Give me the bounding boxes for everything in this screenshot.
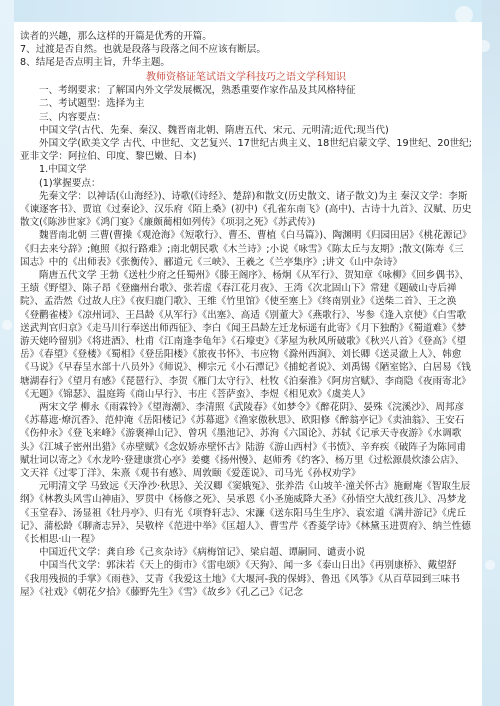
paragraph: 中国文学(古代、先秦、秦汉、魏晋南北朝、隋唐五代、宋元、元明清;近代;现当代) [39,124,389,136]
header-block [20,30,472,70]
paragraph: 三、内容要点： [39,111,107,123]
body-block [20,84,472,599]
section-title: 教师资格证笔试语文学科技巧之语文学科知识 [146,71,346,83]
decor-bubble [2,320,12,330]
frame-left-border [0,0,14,706]
paragraph: 1.中国文学 [39,164,87,176]
text-line: 8、结尾是否点明主旨，升华主题。 [20,57,171,69]
document-content [20,30,472,599]
paragraph: 中国近代文学：龚自珍《己亥杂诗》《病梅馆记》、梁启超、谭嗣同、谴责小说 [39,547,366,559]
paragraph: 二、考试题型：选择为主 [39,98,145,110]
paragraph: 两宋文学 柳永《雨霖铃》《望海潮》、李清照《武陵春》《如梦令》《醉花阴》、晏殊《浣溪沙》、周邦彦《苏幕遮·燎沉香》、范仲淹《岳阳楼记》《苏幕遮》《渔家傲秋思》、欧阳修《醉翁亭记》《卖油翁》、王安石《伤仲永》《登飞来峰》《游褒禅山记》、曾巩《墨池记》、苏洵《六国论》、苏轼《记承天寺夜游》《水调歌头》《江城子密州出猎》《赤壁赋》《念奴娇赤壁怀古》陆游《游山西村》《书愤》、辛弃疾《破阵子为陈同甫赋壮词以寄之》《水龙吟·登建康赏心亭》姜夔《扬州慢》、赵师秀《约客》、杨万里《过松源晨炊漆公店》、文天祥《过零丁洋》、朱熹《观书有感》、周敦颐《爱莲说》、司马光《孙权劝学》 [20,401,467,479]
frame-top-border [0,0,500,22]
paragraph: (1)掌握要点： [39,177,101,189]
paragraph: 先秦文学：以神话(《山海经》)、诗歌(《诗经》、楚辞)和散文(历史散文、诸子散文)为主 秦汉文学：李斯《谏逐客书》、贾谊《过秦论》、汉乐府《陌上桑》(初中)《孔雀东南飞》(高中)、古诗十九首》、汉赋、历史散文(《陈涉世家》《鸿门宴》《廉颇蔺相如列传》《项羽之死》《苏武传》) [20,190,472,229]
paragraph: 外国文学(欧美文学 古代、中世纪、文艺复兴、17世纪古典主义、18世纪启蒙文学、19世纪、20世纪;亚非文学：阿拉伯、印度、黎巴嫩、日本) [20,137,473,163]
paragraph: 隋唐五代文学 王勃《送杜少府之任蜀州》《滕王阁序》、杨炯《从军行》、贺知章《咏柳》《回乡偶书》、王绩《野望》、陈子昂《登幽州台歌》、张若虚《春江花月夜》、王湾《次北固山下》常建《题破山寺后禅院》、孟浩然《过故人庄》《夜归鹿门歌》、王维《竹里馆》《使至塞上》《终南别业》《送柴二首》、王之涣《登鹳雀楼》《凉州词》、王昌龄《从军行》《出塞》、高适《别董大》《燕歌行》、岑参《逢入京使》《白雪歌送武判官归京》《走马川行奉送出师西征》、李白《闻王昌龄左迁龙标遥有此寄》《月下独酌》《蜀道难》《梦游天姥吟留别》《将进酒》、杜甫《江南逢李龟年》《石壕吏》《茅屋为秋风所破歌》《秋兴八首》《登高》《望岳》《春望》《登楼》《蜀相》《登岳阳楼》《旅夜书怀》、韦应物《滁州西涧》、刘长卿《送灵澈上人》、韩愈《马说》《早春呈水部十八员外》《师说》、柳宗元《小石潭记》《捕蛇者说》、刘禹锡《陋室铭》、白居易《钱塘湖春行》《望月有感》《琵琶行》、李贺《雁门太守行》、杜牧《泊秦淮》《阿房宫赋》、李商隐《夜雨寄北》《无题》《锦瑟》、温庭筠《商山早行》、韦庄《菩萨蛮》、李煜《相见欢》《虞美人》 [20,269,471,400]
paragraph: 一、考纲要求：了解国内外文学发展概况，熟悉重要作家作品及其风格特征 [39,85,356,97]
paragraph: 中国当代文学：郭沫若《天上的街市》《雷电颂》《天狗》、闻一多《泰山日出》《再别康桥》、戴望舒《我用残损的手掌》《雨巷》、艾青《我爱这土地》《大堰河-我的保姆》、鲁迅《风筝》《从百草园到三味书屋》《社戏》《朝花夕拾》《藤野先生》《雪》《故乡》《孔乙己》《记念 [20,560,460,598]
text-line: 读者的兴趣，那么这样的开篇是优秀的开篇。 [20,31,212,42]
text-line: 7、过渡是否自然。也就是段落与段落之间不应该有断层。 [20,44,266,56]
frame-right-border [482,0,500,706]
decor-bubble [485,560,495,570]
paragraph: 元明清文学 马致远《天净沙·秋思》、关汉卿《窦娥冤》、张养浩《山坡羊·潼关怀古》施耐庵《智取生辰纲》《林教头风雪山神庙》、罗贯中《杨修之死》、吴承恩《小圣施威降大圣》《孙悟空大战红孩儿》、冯梦龙《玉堂春》、汤显祖《牡丹亭》、归有光《项脊轩志》、宋濂《送东阳马生生序》、袁宏道《满井游记》《虎丘记》、蒲松龄《聊斋志异》、吴敬梓《范进中举》《匡超人》、曹雪芹《香菱学诗》《林黛玉进贾府》、纳兰性德《长相思·山一程》 [20,481,471,546]
paragraph: 魏晋南北朝 三曹(曹操《观沧海》《短歌行》、曹丕、曹植《白马篇》)、陶渊明《归园田居》《桃花源记》《归去来兮辞》;鲍照《拟行路难》;南北朝民歌《木兰诗》;小说《咏雪》《陈太丘与友期》;散文(陈寿《三国志》中的《出师表》《张衡传》、郦道元《三峡》、王羲之《兰亭集序》;讲文《山中杂诗》 [20,230,472,268]
